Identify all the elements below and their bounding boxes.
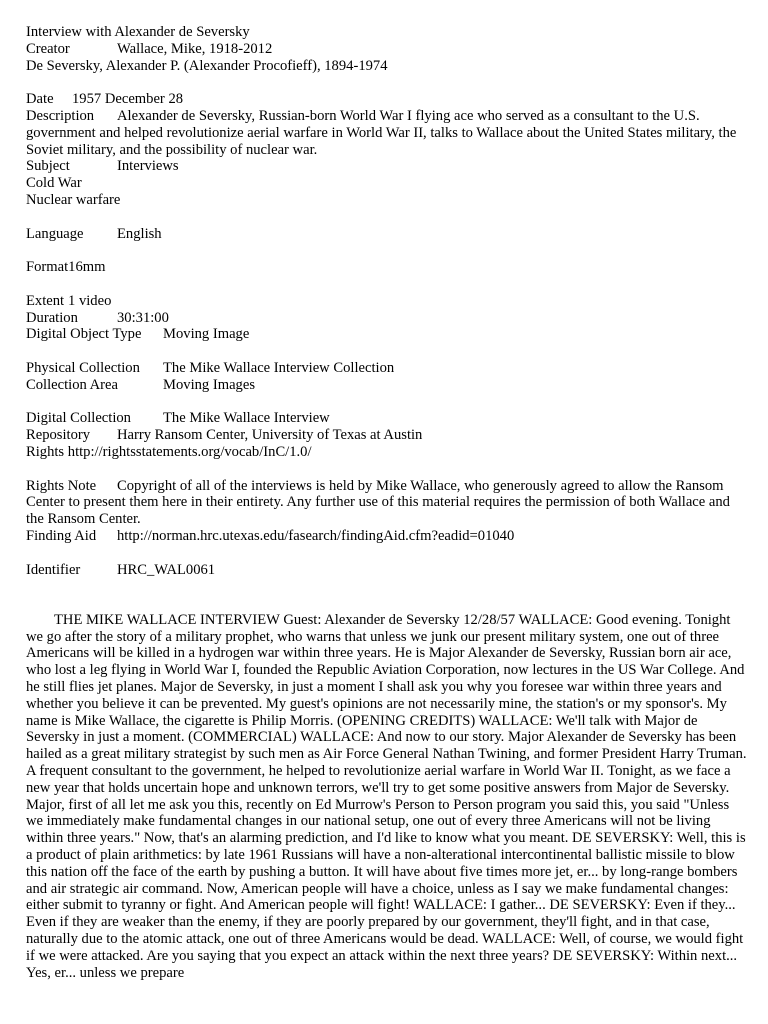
repository-label: Repository — [26, 427, 91, 444]
spacer — [26, 461, 748, 478]
object-type-row — [26, 326, 748, 343]
collection-area-value: Moving Images — [163, 376, 256, 393]
extent-value: 1 video — [68, 292, 112, 309]
identifier-value: HRC_WAL0061 — [117, 561, 216, 578]
extent-label: Extent — [26, 292, 65, 309]
spacer — [26, 74, 748, 91]
spacer — [26, 545, 748, 562]
digital-collection-label: Digital Collection — [26, 410, 131, 427]
rights-value: http://rightsstatements.org/vocab/InC/1.0/ — [67, 443, 312, 460]
rights-note-label: Rights Note — [26, 477, 97, 494]
repository-row — [26, 427, 748, 444]
date-row — [26, 91, 748, 108]
description-label: Description — [26, 107, 95, 124]
object-type-value: Moving Image — [163, 326, 250, 343]
duration-label: Duration — [26, 309, 78, 326]
physical-collection-value: The Mike Wallace Interview Collection — [163, 359, 395, 376]
spacer — [26, 276, 748, 293]
spacer — [26, 343, 748, 360]
duration-value: 30:31:00 — [117, 309, 169, 326]
subject-value: Interviews — [117, 158, 179, 175]
format-row — [26, 259, 748, 276]
digital-collection-value: The Mike Wallace Interview — [163, 410, 330, 427]
digital-collection-row — [26, 410, 748, 427]
date-label: Date — [26, 91, 54, 108]
document-page — [26, 24, 748, 981]
identifier-row — [26, 562, 748, 579]
language-value: English — [117, 225, 162, 242]
rights-note-value: Copyright of all of the interviews is held by Mike Wallace, who generously agreed to allow the Ransom Center to present them here in their entirety. Any further use of this material requires the permission of both Wallace and the Ransom Center. — [26, 477, 730, 528]
duration-row — [26, 310, 748, 327]
finding-aid-row — [26, 528, 748, 545]
collection-area-label: Collection Area — [26, 376, 118, 393]
creator-label: Creator — [26, 40, 70, 57]
subject-row — [26, 158, 748, 175]
rights-note-row — [26, 478, 748, 528]
rights-row — [26, 444, 748, 461]
spacer — [26, 209, 748, 226]
format-label: Format — [26, 259, 69, 276]
spacer — [26, 595, 748, 612]
extent-row — [26, 293, 748, 310]
subject-value: Nuclear warfare — [26, 191, 121, 208]
description-row — [26, 108, 748, 158]
physical-collection-label: Physical Collection — [26, 359, 140, 376]
date-value: 1957 December 28 — [72, 91, 184, 108]
finding-aid-label: Finding Aid — [26, 527, 97, 544]
spacer — [26, 578, 748, 595]
object-type-label: Digital Object Type — [26, 326, 142, 343]
subject-label: Subject — [26, 158, 70, 175]
description-value: Alexander de Seversky, Russian-born World War I flying ace who served as a consultant to the U.S. government and helped revolutionize aerial warfare in World War II, talks to Wallace about the United States military, the Soviet military, and the possibility of nuclear war. — [26, 107, 737, 158]
format-value: 16mm — [68, 259, 106, 276]
spacer — [26, 394, 748, 411]
subject-value: Cold War — [26, 175, 82, 192]
creator-second: De Seversky, Alexander P. (Alexander Procofieff), 1894-1974 — [26, 57, 388, 74]
physical-collection-row — [26, 360, 748, 377]
language-label: Language — [26, 225, 84, 242]
language-row — [26, 226, 748, 243]
rights-label: Rights — [26, 443, 65, 460]
collection-area-row — [26, 377, 748, 394]
transcript-body: THE MIKE WALLACE INTERVIEW Guest: Alexander de Seversky 12/28/57 WALLACE: Good evening. Tonight we go after the story of a military prophet, who warns that unless we junk our present military system, one out of three Americans will be killed in a hydrogen war within three years. He is Major Alexander de Seversky, Russian born air ace, who lost a leg flying in World War I, founded the Republic Aviation Corporation, now lectures in the US War College. And he still flies jet planes. Major de Seversky, in just a moment I shall ask you why you foresee war within three years and whether you believe it can be prevented. My guest's opinions are not necessarily mine, the station's or my sponsor's. My name is Mike Wallace, the cigarette is Philip Morris. (OPENING CREDITS) WALLACE: We'll talk with Major de Seversky in just a moment. (COMMERCIAL) WALLACE: And now to our story. Major Alexander de Seversky has been hailed as a great military strategist by such men as Air Force General Nathan Twining, and former President Harry Truman. A frequent consultant to the government, he helped to revolutionize aerial warfare in World War II. Tonight, as we face a new year that holds uncertain hope and unknown terrors, we'll try to get some positive answers from Major de Seversky. Major, first of all let me ask you this, recently on Ed Murrow's Person to Person program you said this, you said "Unless we immediately make fundamental changes in our national setup, one out of every three Americans will not be living within three years." Now, that's an alarming prediction, and I'd like to know what you meant. DE SEVERSKY: Well, this is a product of plain arithmetics: by late 1961 Russians will have a non-alterational intercontinental ballistic missile to blow this nation off the face of the earth by pushing a button. It will have about five times more jet, er... by long-range bombers and air strategic air command. Now, American people will have a choice, unless as I say we make fundamental changes: either submit to tyranny or fight. And American people will fight! WALLACE: I gather... DE SEVERSKY: Even if they... Even if they are weaker than the enemy, if they are poorly prepared by our government, they'll fight, and in that case, naturally due to the atomic attack, one out of three Americans would be dead. WALLACE: Well, of course, we would fight if we were attacked. Are you saying that you expect an attack within the next three years? DE SEVERSKY: Within next... Yes, er... unless we prepare — [26, 611, 747, 981]
spacer — [26, 242, 748, 259]
identifier-label: Identifier — [26, 561, 81, 578]
creator-value: Wallace, Mike, 1918-2012 — [117, 40, 273, 57]
creator-row — [26, 41, 748, 58]
record-title: Interview with Alexander de Seversky — [26, 24, 250, 40]
repository-value: Harry Ransom Center, University of Texas at Austin — [117, 427, 423, 444]
finding-aid-value: http://norman.hrc.utexas.edu/fasearch/findingAid.cfm?eadid=01040 — [117, 527, 515, 544]
